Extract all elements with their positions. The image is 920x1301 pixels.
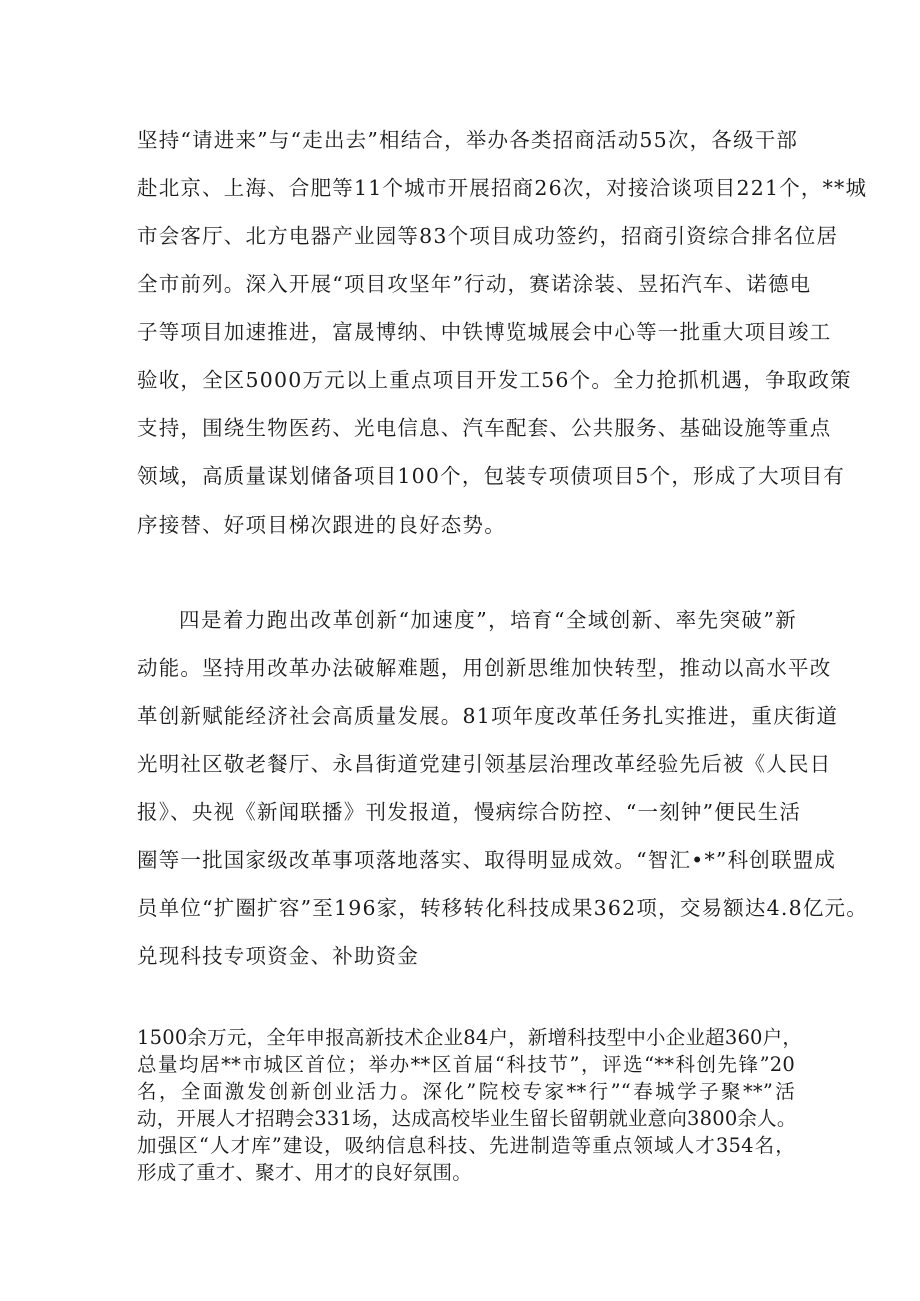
paragraph-line: 动，开展人才招聘会331场，达成高校毕业生留长留朝就业意向3800余人。 [137, 1107, 797, 1130]
paragraph-line: 支持，围绕生物医药、光电信息、汽车配套、公共服务、基础设施等重点 [137, 416, 832, 440]
paragraph-line: 全市前列。深入开展“项目攻坚年”行动，赛诺涂装、昱拓汽车、诺德电 [137, 272, 812, 296]
paragraph-line: 名，全面激发创新创业活力。深化”院校专家**行”“春城学子聚**”活 [137, 1080, 795, 1103]
paragraph-line: 市会客厅、北方电器产业园等83个项目成功签约，招商引资综合排名位居 [137, 224, 839, 248]
paragraph-line: 光明社区敬老餐厅、永昌街道党建引领基层治理改革经验先后被《人民日 [137, 752, 832, 776]
paragraph-line: 领域，高质量谋划储备项目100个，包装专项债项目5个，形成了大项目有 [137, 464, 845, 488]
paragraph-line: 形成了重才、聚才、用才的良好氛围。 [137, 1161, 472, 1184]
paragraph-line: 验收，全区5000万元以上重点项目开发工56个。全力抢抓机遇，争取政策 [137, 368, 852, 392]
paragraph-line: 动能。坚持用改革办法破解难题，用创新思维加快转型，推动以高水平改 [137, 656, 832, 680]
paragraph-line: 1500余万元，全年申报高新技术企业84户，新增科技型中小企业超360户， [137, 1026, 803, 1049]
paragraph-line: 圈等一批国家级改革事项落地落实、取得明显成效。“智汇•*”科创联盟成 [137, 848, 837, 872]
paragraph-line: 赴北京、上海、合肥等11个城市开展招商26次，对接洽谈项目221个，**城 [137, 176, 868, 200]
paragraph-line: 序接替、好项目梯次跟进的良好态势。 [137, 513, 506, 537]
paragraph-line: 兑现科技专项资金、补助资金 [137, 944, 420, 968]
paragraph-line: 员单位“扩圈扩容”至196家，转移转化科技成果362项，交易额达4.8亿元。 [137, 896, 868, 920]
paragraph-line: 子等项目加速推进，富晟博纳、中铁博览城展会中心等一批重大项目竣工 [137, 320, 832, 344]
paragraph-first-line: 四是着力跑出改革创新“加速度”，培育“全域创新、率先突破”新 [179, 608, 797, 632]
paragraph-line: 报》、央视《新闻联播》刊发报道，慢病综合防控、“一刻钟”便民生活 [137, 800, 802, 824]
paragraph-line: 革创新赋能经济社会高质量发展。81项年度改革任务扎实推进，重庆街道 [137, 704, 839, 728]
paragraph-line: 加强区“人才库”建设，吸纳信息科技、先进制造等重点领域人才354名， [137, 1134, 795, 1157]
paragraph-line: 坚持“请进来”与“走出去”相结合，举办各类招商活动55次，各级干部 [137, 128, 799, 152]
paragraph-line: 总量均居**市城区首位；举办**区首届“科技节”，评选“**科创先锋”20 [137, 1053, 795, 1076]
